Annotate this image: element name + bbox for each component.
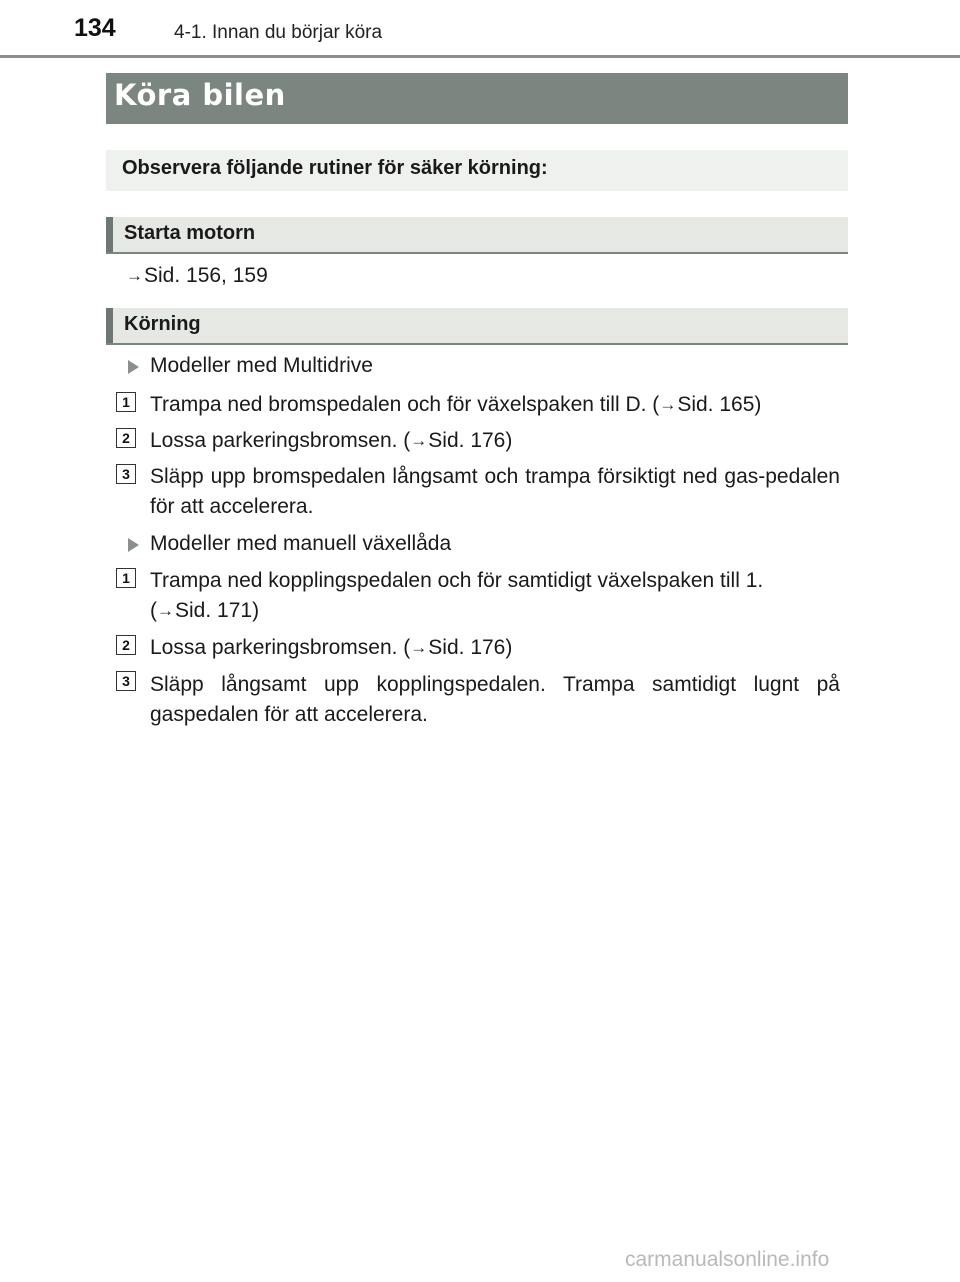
reference-text: Sid. 156, 159 — [144, 264, 268, 287]
section-heading-driving — [106, 308, 848, 345]
step-text — [150, 636, 512, 660]
start-page-reference[interactable] — [126, 264, 268, 288]
section-marker-bar — [106, 308, 113, 343]
paren-close: ) — [505, 429, 513, 452]
watermark: carmanualsonline.info — [625, 1248, 830, 1271]
right-arrow-icon: → — [126, 266, 143, 285]
page-reference-link[interactable]: Sid. 171 — [175, 599, 253, 622]
intro-text: Observera följande rutiner för säker körning: — [122, 157, 548, 179]
right-arrow-icon: → — [410, 431, 428, 450]
section-heading-start — [106, 217, 848, 254]
paren-close: ) — [754, 393, 762, 416]
step-text: Trampa ned kopplingspedalen och för samtidigt växelspaken till 1. — [150, 569, 764, 592]
section-marker-bar — [106, 217, 113, 252]
page-number: 134 — [74, 14, 116, 42]
page-reference-link[interactable]: Sid. 176 — [428, 636, 506, 659]
step-number-badge: 3 — [116, 671, 136, 691]
running-head: 4-1. Innan du börjar köra — [174, 22, 383, 43]
step-number-badge: 1 — [116, 392, 136, 412]
step-text: Släpp upp bromspedalen långsamt och trampa försiktigt ned gas-pedalen för att accelerera. — [150, 465, 840, 518]
section-heading-label: Körning — [124, 313, 201, 335]
right-arrow-icon: → — [157, 601, 174, 620]
step-text-main: Lossa parkeringsbromsen. ( — [150, 636, 411, 659]
step-text — [150, 393, 761, 417]
group-heading-multidrive: Modeller med Multidrive — [150, 354, 373, 377]
paren-open: ( — [150, 599, 157, 622]
triangle-bullet-icon — [128, 538, 139, 552]
page-title: Köra bilen — [114, 78, 286, 112]
header-rule — [0, 55, 960, 58]
step-text — [150, 429, 512, 453]
step-text-main: Lossa parkeringsbromsen. ( — [150, 429, 411, 452]
step-text: Släpp långsamt upp kopplingspedalen. Trampa samtidigt lugnt på gaspedalen för att accelerera. — [150, 673, 840, 726]
right-arrow-icon: → — [659, 395, 677, 414]
group-heading-manual: Modeller med manuell växellåda — [150, 532, 452, 555]
page-reference-link[interactable]: Sid. 165 — [677, 393, 755, 416]
paren-close: ) — [252, 599, 260, 622]
paren-close: ) — [505, 636, 513, 659]
step-reference-line — [150, 599, 259, 623]
step-number-badge: 3 — [116, 464, 136, 484]
step-number-badge: 2 — [116, 635, 136, 655]
section-heading-label: Starta motorn — [124, 222, 256, 244]
step-number-badge: 2 — [116, 428, 136, 448]
triangle-bullet-icon — [128, 360, 139, 374]
right-arrow-icon: → — [410, 638, 428, 657]
page-reference-link[interactable]: Sid. 176 — [428, 429, 506, 452]
step-text-main: Trampa ned bromspedalen och för växelspaken till D. ( — [150, 393, 660, 416]
step-number-badge: 1 — [116, 568, 136, 588]
